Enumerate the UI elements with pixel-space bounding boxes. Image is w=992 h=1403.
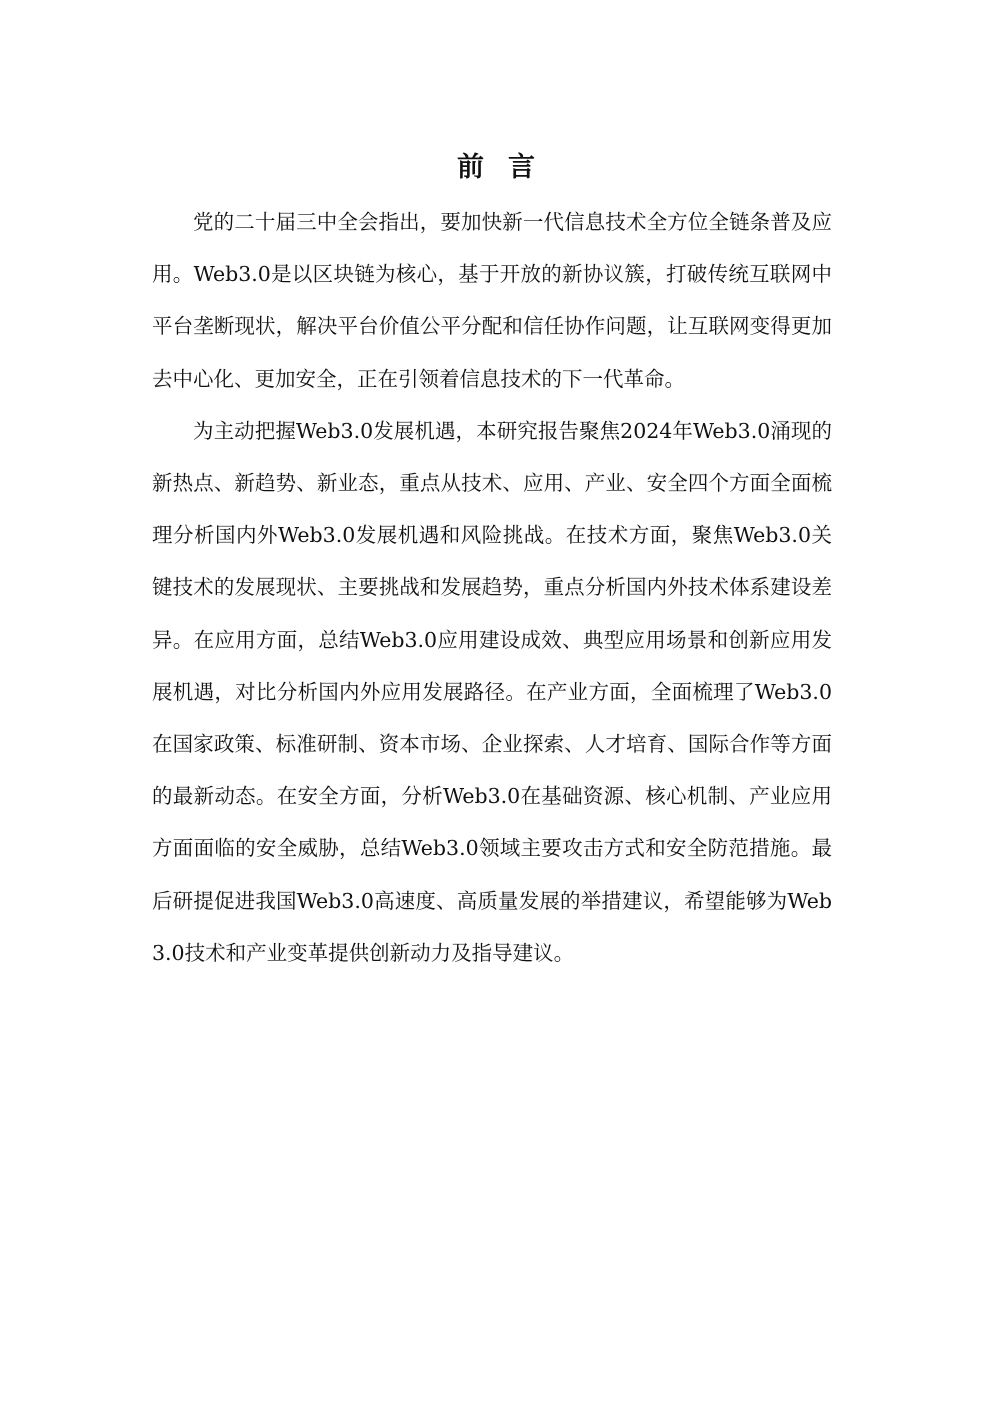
paragraph-2: 为主动把握Web3.0发展机遇，本研究报告聚焦2024年Web3.0涌现的新热点、新趋势、新业态，重点从技术、应用、产业、安全四个方面全面梳理分析国内外Web3.0发展机遇和风险挑战。在技术方面，聚焦Web3.0关键技术的发展现状、主要挑战和发展趋势，重点分析国内外技术体系建设差异。在应用方面，总结Web3.0应用建设成效、典型应用场景和创新应用发展机遇，对比分析国内外应用发展路径。在产业方面，全面梳理了Web3.0在国家政策、标准研制、资本市场、企业探索、人才培育、国际合作等方面的最新动态。在安全方面，分析Web3.0在基础资源、核心机制、产业应用方面面临的安全威胁，总结Web3.0领域主要攻击方式和安全防范措施。最后研提促进我国Web3.0高速度、高质量发展的举措建议，希望能够为Web3.0技术和产业变革提供创新动力及指导建议。 bbox=[152, 418, 832, 965]
preface-body bbox=[152, 196, 832, 979]
page-title: 前言 bbox=[457, 152, 559, 183]
paragraph-1: 党的二十届三中全会指出，要加快新一代信息技术全方位全链条普及应用。Web3.0是以区块链为核心，基于开放的新协议簇，打破传统互联网中平台垄断现状，解决平台价值公平分配和信任协作问题，让互联网变得更加去中心化、更加安全，正在引领着信息技术的下一代革命。 bbox=[152, 210, 832, 391]
